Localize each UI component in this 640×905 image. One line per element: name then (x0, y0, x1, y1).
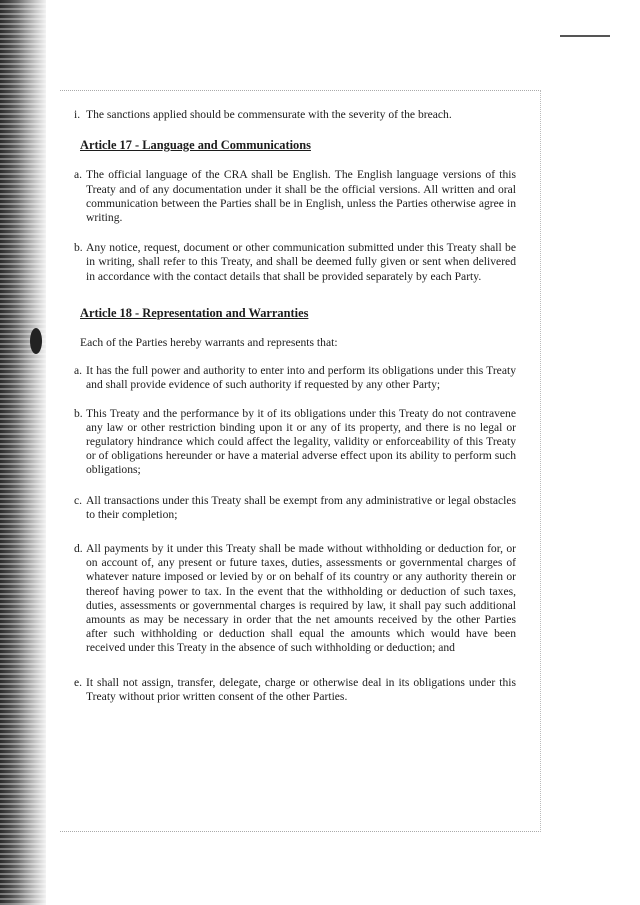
clause-marker: b. (74, 241, 83, 255)
clause-text: It has the full power and authority to enter into and perform its obligations under this Treaty and shall provide evidence of such authority if requested by any other Party; (86, 364, 516, 392)
clause-marker: a. (74, 168, 83, 182)
article-18-clause-e (74, 675, 516, 704)
clause-text: All transactions under this Treaty shall be exempt from any administrative or legal obstacles to their completion; (86, 493, 516, 521)
clause-text: The official language of the CRA shall be English. The English language versions of this Treaty and of any documentation under it shall be the official versions. All written and oral communication between the Parties shall be in English, unless the Parties otherwise agree in writing. (86, 168, 516, 225)
scan-binding-shadow (0, 0, 46, 905)
article-17-clause-b (74, 241, 516, 284)
article-18-intro: Each of the Parties hereby warrants and represents that: (80, 336, 338, 350)
clause-text: Any notice, request, document or other communication submitted under this Treaty shall be in writing, shall refer to this Treaty, and shall be deemed fully given or sent when delivered in accordance with the contact details that shall be provided separately by each Party. (86, 241, 516, 283)
scan-mark (560, 35, 610, 37)
binding-clip (30, 328, 42, 354)
item-marker: i. (74, 108, 81, 121)
article-17-heading: Article 17 - Language and Communications (80, 138, 311, 153)
article-18-clause-b (74, 406, 516, 478)
clause-text: This Treaty and the performance by it of its obligations under this Treaty do not contravene any law or other restriction binding upon it or any of its property, and there is no legal or regulatory hindrance which could affect the legality, validity or enforceability of this Treaty or of obligations hereunder or have a material adverse effect upon its ability to perform such obligations; (86, 406, 516, 477)
clause-marker: d. (74, 542, 83, 556)
clause-marker: c. (74, 493, 83, 507)
document-body (74, 108, 516, 704)
article-18-clause-d (74, 542, 516, 656)
item-text: The sanctions applied should be commensurate with the severity of the breach. (86, 108, 452, 121)
article-18-clause-a (74, 364, 516, 392)
clause-marker: e. (74, 675, 83, 689)
clause-text: It shall not assign, transfer, delegate, charge or otherwise deal in its obligations under this Treaty without prior written consent of the other Parties. (86, 675, 516, 703)
clause-marker: a. (74, 364, 83, 378)
clause-text: All payments by it under this Treaty shall be made without withholding or deduction for, or on account of, any present or future taxes, duties, assessments or governmental charges of whatever nature imposed or levied by or on behalf of its country or any authority therein or thereof having power to tax. In the event that the withholding or deduction of such taxes, duties, assessments or governmental charges is required by law, it shall pay such additional amounts as may be necessary in order that the net amounts received by the other Parties after such withholding or deduction shall equal the amounts which would have been received under this Treaty in the absence of such withholding or deduction; and (86, 542, 516, 655)
clause-marker: b. (74, 406, 83, 420)
item-i (74, 108, 516, 122)
article-18-clause-c (74, 493, 516, 522)
article-17-clause-a (74, 168, 516, 225)
article-18-heading: Article 18 - Representation and Warranties (80, 305, 309, 320)
